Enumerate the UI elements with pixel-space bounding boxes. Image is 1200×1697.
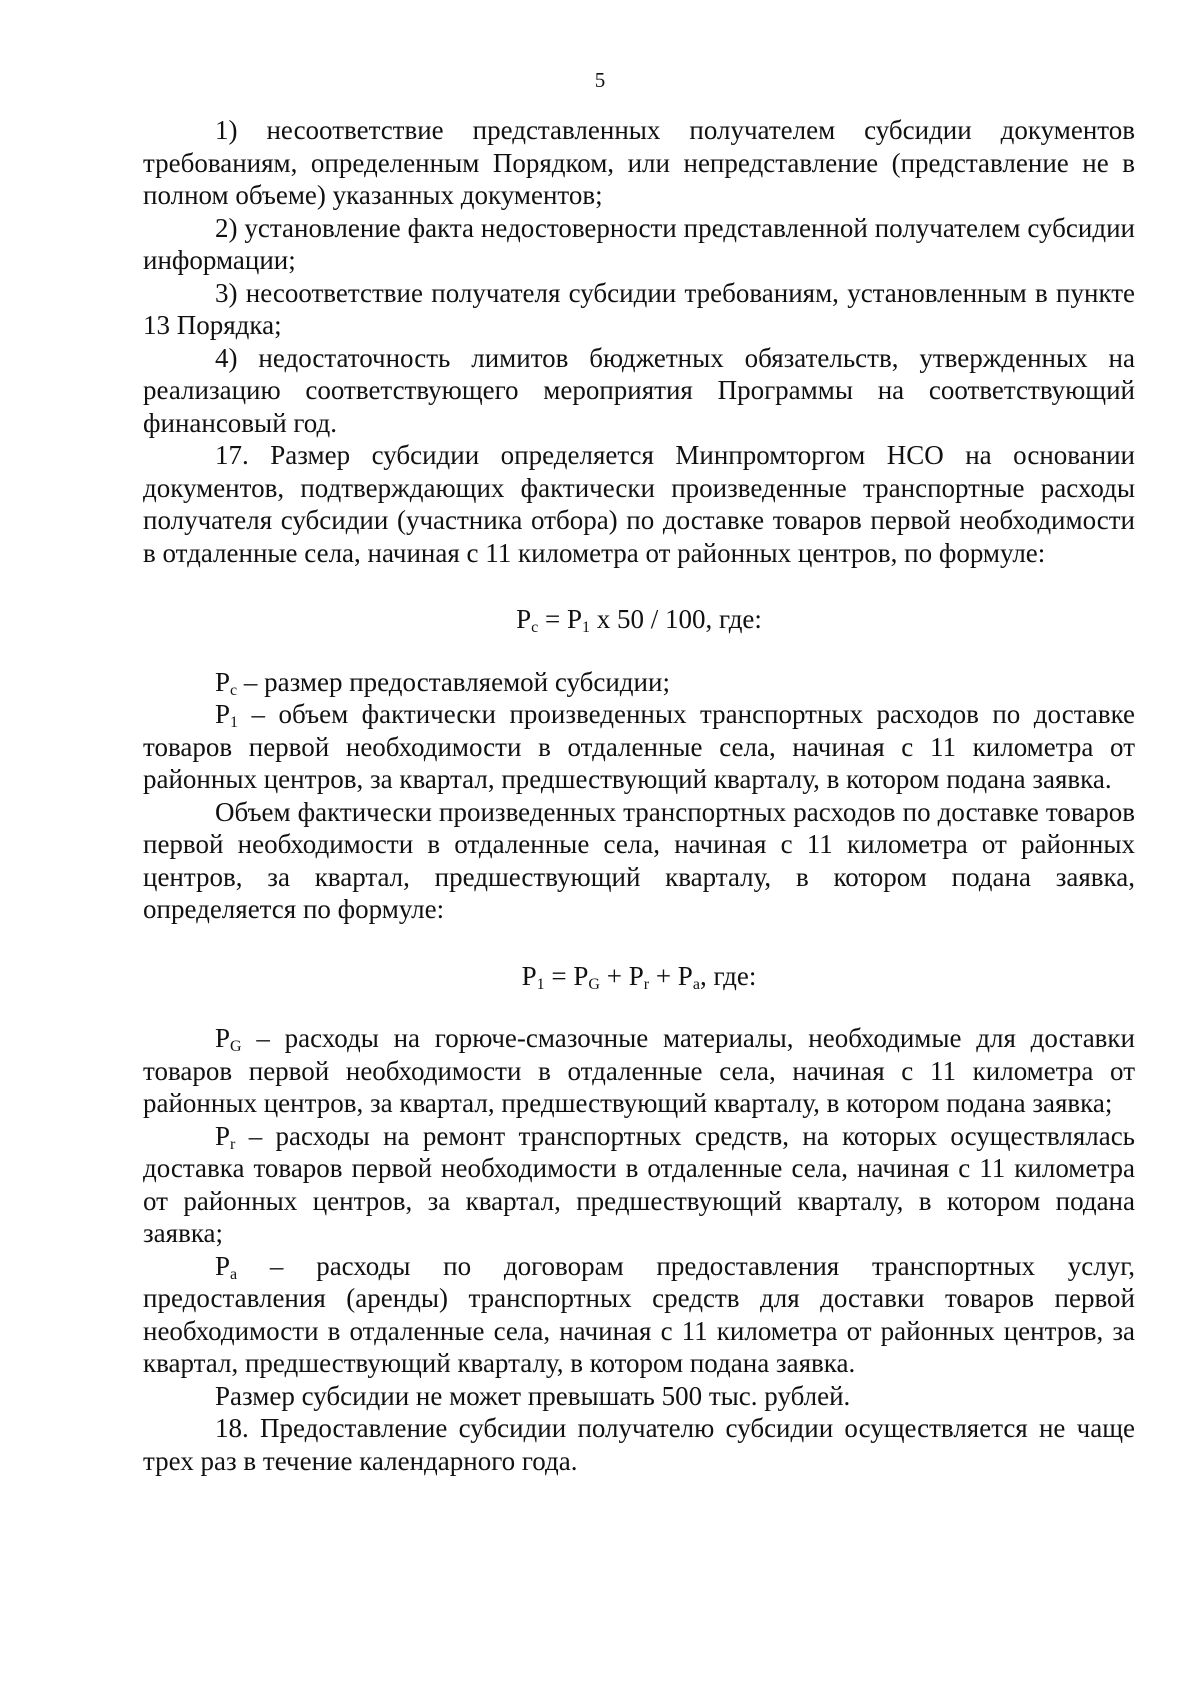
formula-volume <box>143 960 1135 993</box>
formula-volume-expression: $Р_1 = Р_G + Р_r + Р_a$, где: <box>521 960 757 993</box>
paragraph-item-2: 2) установление факта недостоверности представленной получателем субсидии информации; <box>143 212 1135 275</box>
paragraph-item-3: 3) несоответствие получателя субсидии требованиям, установленным в пункте 13 Порядка; <box>143 277 1135 340</box>
paragraph-max-subsidy: Размер субсидии не может превышать 500 тыс. рублей. <box>215 1380 851 1411</box>
formula-subsidy-expression: $Р_с = Р_1$ х 50 / 100, где: <box>516 604 762 636</box>
paragraph-item-18: 18. Предоставление субсидии получателю субсидии осуществляется не чаще трех раз в течение календарного года. <box>143 1413 1135 1476</box>
formula-subsidy <box>143 603 1135 636</box>
definition-pg: $Р_G$ – расходы на горюче-смазочные материалы, необходимые для доставки товаров первой необходимости в отдаленные села, начиная с 11 километра от районных центров, за квартал, предшествующий кварталу, в котором подана заявка; <box>143 1023 1135 1118</box>
definition-pc: $Р_с$ – размер предоставляемой субсидии; <box>215 666 670 699</box>
definition-pr: $Р_r$ – расходы на ремонт транспортных средств, на которых осуществлялась доставка товаров первой необходимости в отдаленные села, начиная с 11 километра от районных центров, за квартал, предшествующий кварталу, в котором подана заявка; <box>143 1120 1135 1248</box>
paragraph-volume: Объем фактически произведенных транспортных расходов по доставке товаров первой необходимости в отдаленные села, начиная с 11 километра от районных центров, за квартал, предшествующий кварталу, в котором подана заявка, определяется по формуле: <box>143 796 1135 924</box>
paragraph-item-1: 1) несоответствие представленных получателем субсидии документов требованиям, определенным Порядком, или непредставление (представление не в полном объеме) указанных документов; <box>143 115 1135 210</box>
definition-p1: $Р_1$ – объем фактически произведенных транспортных расходов по доставке товаров первой необходимости в отдаленные села, начиная с 11 километра от районных центров, за квартал, предшествующий кварталу, в котором подана заявка. <box>143 699 1135 794</box>
definition-pa: $Р_a$ – расходы по договорам предоставления транспортных услуг, предоставления (аренды) транспортных средств для доставки товаров первой необходимости в отдаленные села, начиная с 11 километра от районных центров, за квартал, предшествующий кварталу, в котором подана заявка. <box>143 1250 1136 1378</box>
paragraph-item-17: 17. Размер субсидии определяется Минпромторгом НСО на основании документов, подтверждающих фактически произведенные транспортные расходы получателя субсидии (участника отбора) по доставке товаров первой необходимости в отдаленные села, начиная с 11 километра от районных центров, по формуле: <box>143 440 1135 568</box>
paragraph-item-4: 4) недостаточность лимитов бюджетных обязательств, утвержденных на реализацию соответствующего мероприятия Программы на соответствующий финансовый год. <box>143 342 1135 438</box>
document-body <box>143 114 1135 1477</box>
page-number: 5 <box>594 68 606 92</box>
